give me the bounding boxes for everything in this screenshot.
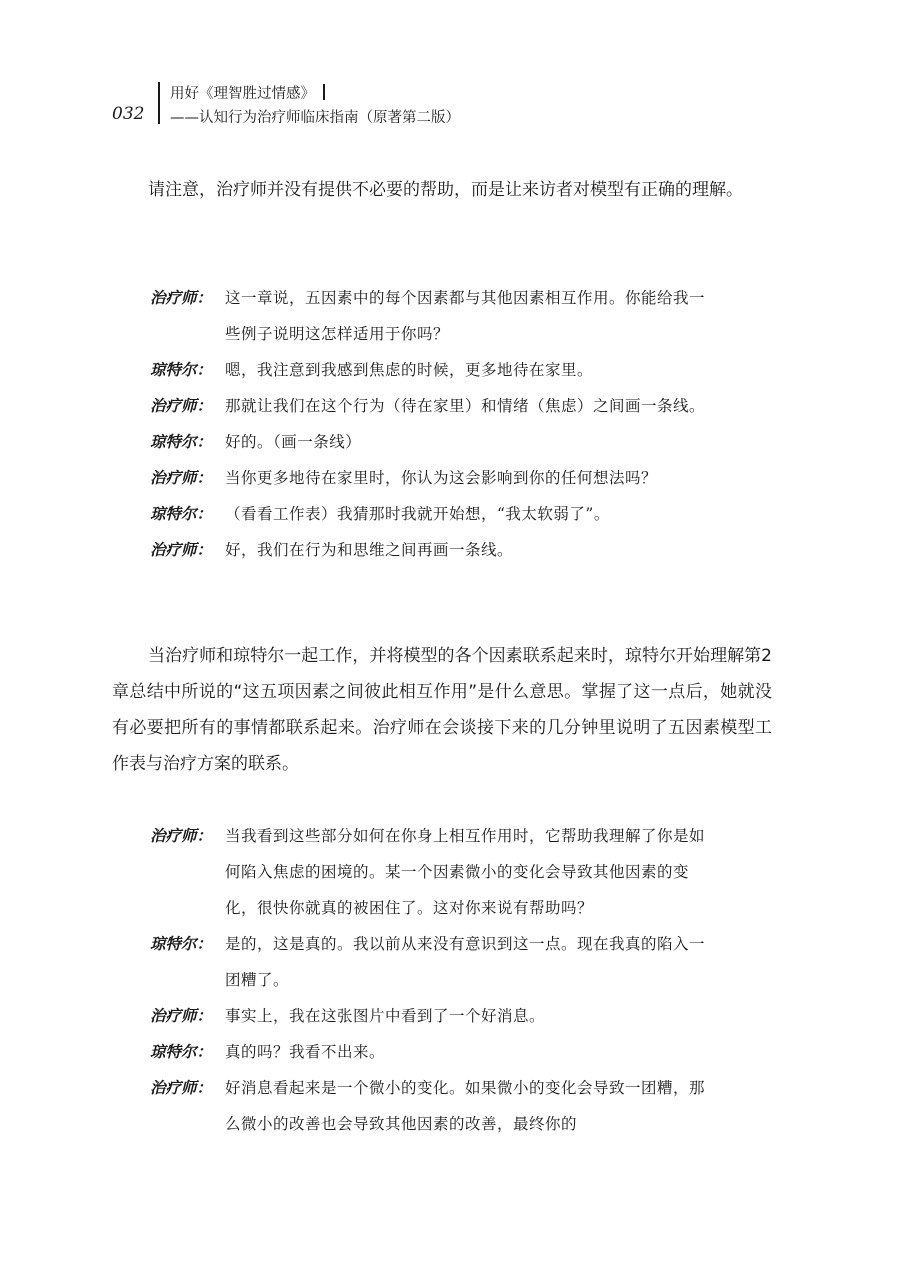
utterance: 好消息看起来是一个微小的变化。如果微小的变化会导致一团糟，那么微小的改善也会导致其他因素的改善，最终你的 bbox=[225, 1079, 706, 1133]
utterance: 好的。（画一条线） bbox=[225, 433, 362, 451]
running-header bbox=[112, 80, 812, 140]
utterance: （看看工作表）我猜那时我就开始想，“我太软弱了”。 bbox=[225, 505, 610, 523]
dialogue-block bbox=[150, 818, 750, 1142]
speaker-label: 治疗师： bbox=[150, 1006, 213, 1025]
book-title: 用好《理智胜过情感》 bbox=[170, 86, 315, 102]
dialogue-turn bbox=[150, 424, 750, 460]
speaker-label: 治疗师： bbox=[150, 468, 213, 487]
utterance: 当你更多地待在家里时，你认为这会影响到你的任何想法吗？ bbox=[225, 469, 658, 487]
utterance: 真的吗？我看不出来。 bbox=[225, 1043, 386, 1061]
utterance: 这一章说，五因素中的每个因素都与其他因素相互作用。你能给我一些例子说明这怎样适用于你吗？ bbox=[225, 289, 706, 343]
utterance: 事实上，我在这张图片中看到了一个好消息。 bbox=[225, 1007, 546, 1025]
speaker-label: 治疗师： bbox=[150, 396, 213, 415]
dialogue-turn bbox=[150, 496, 750, 532]
dialogue-turn bbox=[150, 460, 750, 496]
dialogue-turn bbox=[150, 818, 750, 926]
dialogue-turn bbox=[150, 388, 750, 424]
speaker-label: 治疗师： bbox=[150, 1078, 213, 1097]
dialogue-block bbox=[150, 280, 750, 568]
utterance: 好，我们在行为和思维之间再画一条线。 bbox=[225, 541, 514, 559]
speaker-label: 琼特尔： bbox=[150, 934, 213, 953]
dialogue-turn bbox=[150, 926, 750, 998]
speaker-label: 琼特尔： bbox=[150, 504, 213, 523]
dialogue-turn bbox=[150, 1070, 750, 1142]
book-subtitle: ——认知行为治疗师临床指南（原著第二版） bbox=[170, 110, 460, 126]
body-paragraph: 请注意，治疗师并没有提供不必要的帮助，而是让来访者对模型有正确的理解。 bbox=[148, 180, 743, 200]
header-divider bbox=[158, 82, 160, 124]
dialogue-turn bbox=[150, 352, 750, 388]
body-paragraph: 当治疗师和琼特尔一起工作，并将模型的各个因素联系起来时，琼特尔开始理解第2章总结中所说的“这五项因素之间彼此相互作用”是什么意思。掌握了这一点后，她就没有必要把所有的事情都联系起来。治疗师在会谈接下来的几分钟里说明了五因素模型工作表与治疗方案的联系。 bbox=[112, 646, 772, 774]
utterance: 当我看到这些部分如何在你身上相互作用时，它帮助我理解了你是如何陷入焦虑的困境的。某一个因素微小的变化会导致其他因素的变化，很快你就真的被困住了。这对你来说有帮助吗？ bbox=[225, 827, 706, 917]
dialogue-turn bbox=[150, 532, 750, 568]
utterance: 嗯，我注意到我感到焦虑的时候，更多地待在家里。 bbox=[225, 361, 594, 379]
utterance: 那就让我们在这个行为（待在家里）和情绪（焦虑）之间画一条线。 bbox=[225, 397, 706, 415]
speaker-label: 琼特尔： bbox=[150, 1042, 213, 1061]
speaker-label: 琼特尔： bbox=[150, 432, 213, 451]
title-divider bbox=[323, 84, 325, 100]
page-number: 032 bbox=[112, 104, 145, 124]
dialogue-turn bbox=[150, 280, 750, 352]
utterance: 是的，这是真的。我以前从来没有意识到这一点。现在我真的陷入一团糟了。 bbox=[225, 935, 706, 989]
dialogue-turn bbox=[150, 998, 750, 1034]
speaker-label: 治疗师： bbox=[150, 288, 213, 307]
speaker-label: 琼特尔： bbox=[150, 360, 213, 379]
speaker-label: 治疗师： bbox=[150, 826, 213, 845]
speaker-label: 治疗师： bbox=[150, 540, 213, 559]
dialogue-turn bbox=[150, 1034, 750, 1070]
